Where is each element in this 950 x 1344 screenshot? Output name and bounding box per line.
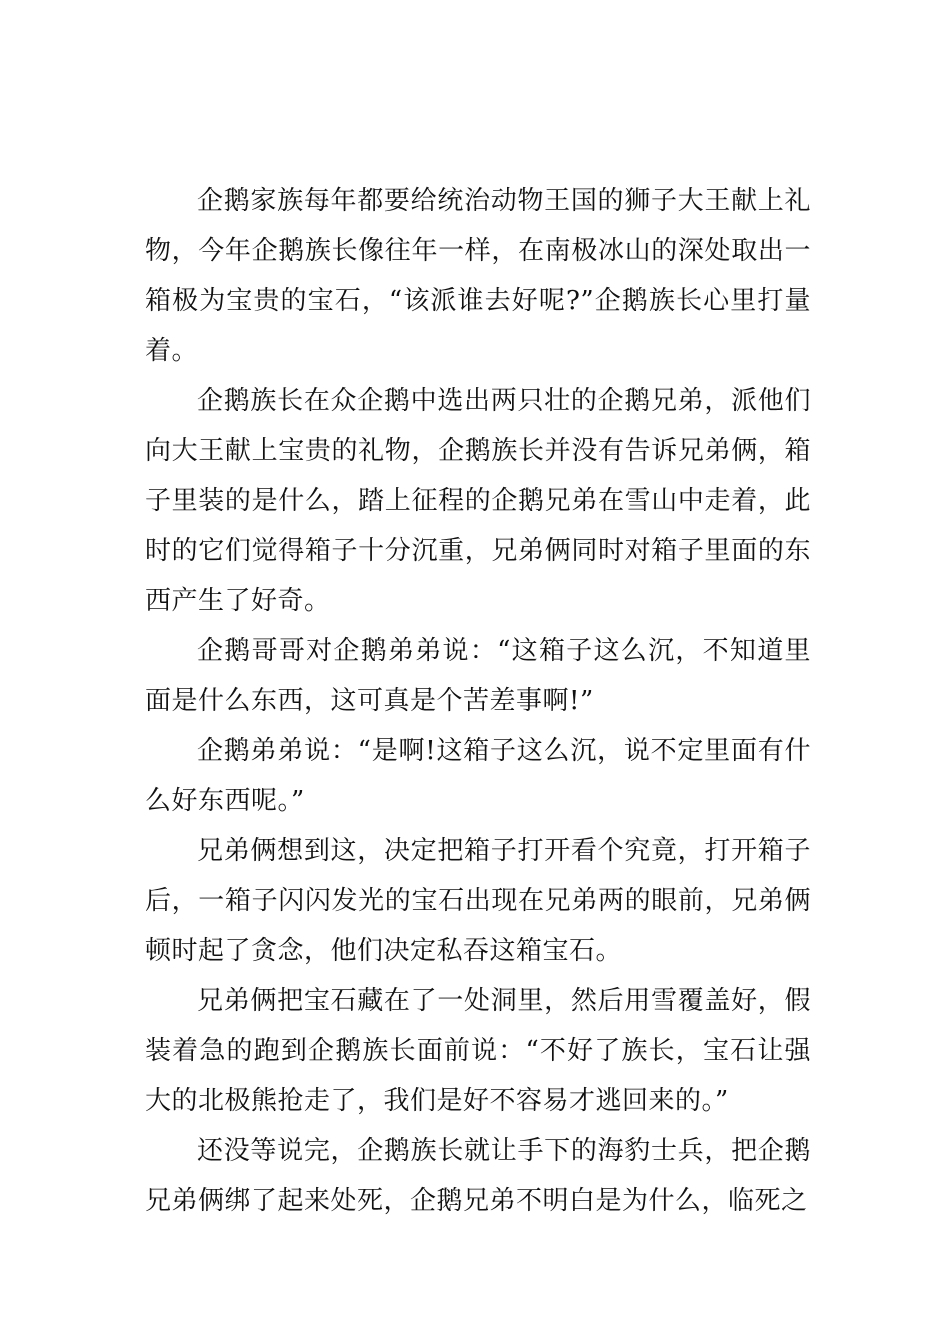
paragraph-4: 企鹅弟弟说：“是啊!这箱子这么沉，说不定里面有什么好东西呢。” — [145, 736, 811, 816]
document-body — [145, 176, 811, 1226]
paragraph-5: 兄弟俩想到这，决定把箱子打开看个究竟，打开箱子后，一箱子闪闪发光的宝石出现在兄弟两的眼前，兄弟俩顿时起了贪念，他们决定私吞这箱宝石。 — [145, 836, 811, 966]
paragraph-6: 兄弟俩把宝石藏在了一处洞里，然后用雪覆盖好，假装着急的跑到企鹅族长面前说：“不好了族长，宝石让强大的北极熊抢走了，我们是好不容易才逃回来的。” — [145, 986, 811, 1116]
paragraph-3: 企鹅哥哥对企鹅弟弟说：“这箱子这么沉，不知道里面是什么东西，这可真是个苦差事啊!” — [145, 636, 811, 716]
paragraph-1: 企鹅家族每年都要给统治动物王国的狮子大王献上礼物，今年企鹅族长像往年一样，在南极冰山的深处取出一箱极为宝贵的宝石，“该派谁去好呢?”企鹅族长心里打量着。 — [145, 186, 811, 366]
paragraph-2: 企鹅族长在众企鹅中选出两只壮的企鹅兄弟，派他们向大王献上宝贵的礼物，企鹅族长并没有告诉兄弟俩，箱子里装的是什么，踏上征程的企鹅兄弟在雪山中走着，此时的它们觉得箱子十分沉重，兄弟俩同时对箱子里面的东西产生了好奇。 — [145, 386, 811, 616]
paragraph-7: 还没等说完，企鹅族长就让手下的海豹士兵，把企鹅兄弟俩绑了起来处死，企鹅兄弟不明白是为什么，临死之 — [145, 1136, 811, 1216]
